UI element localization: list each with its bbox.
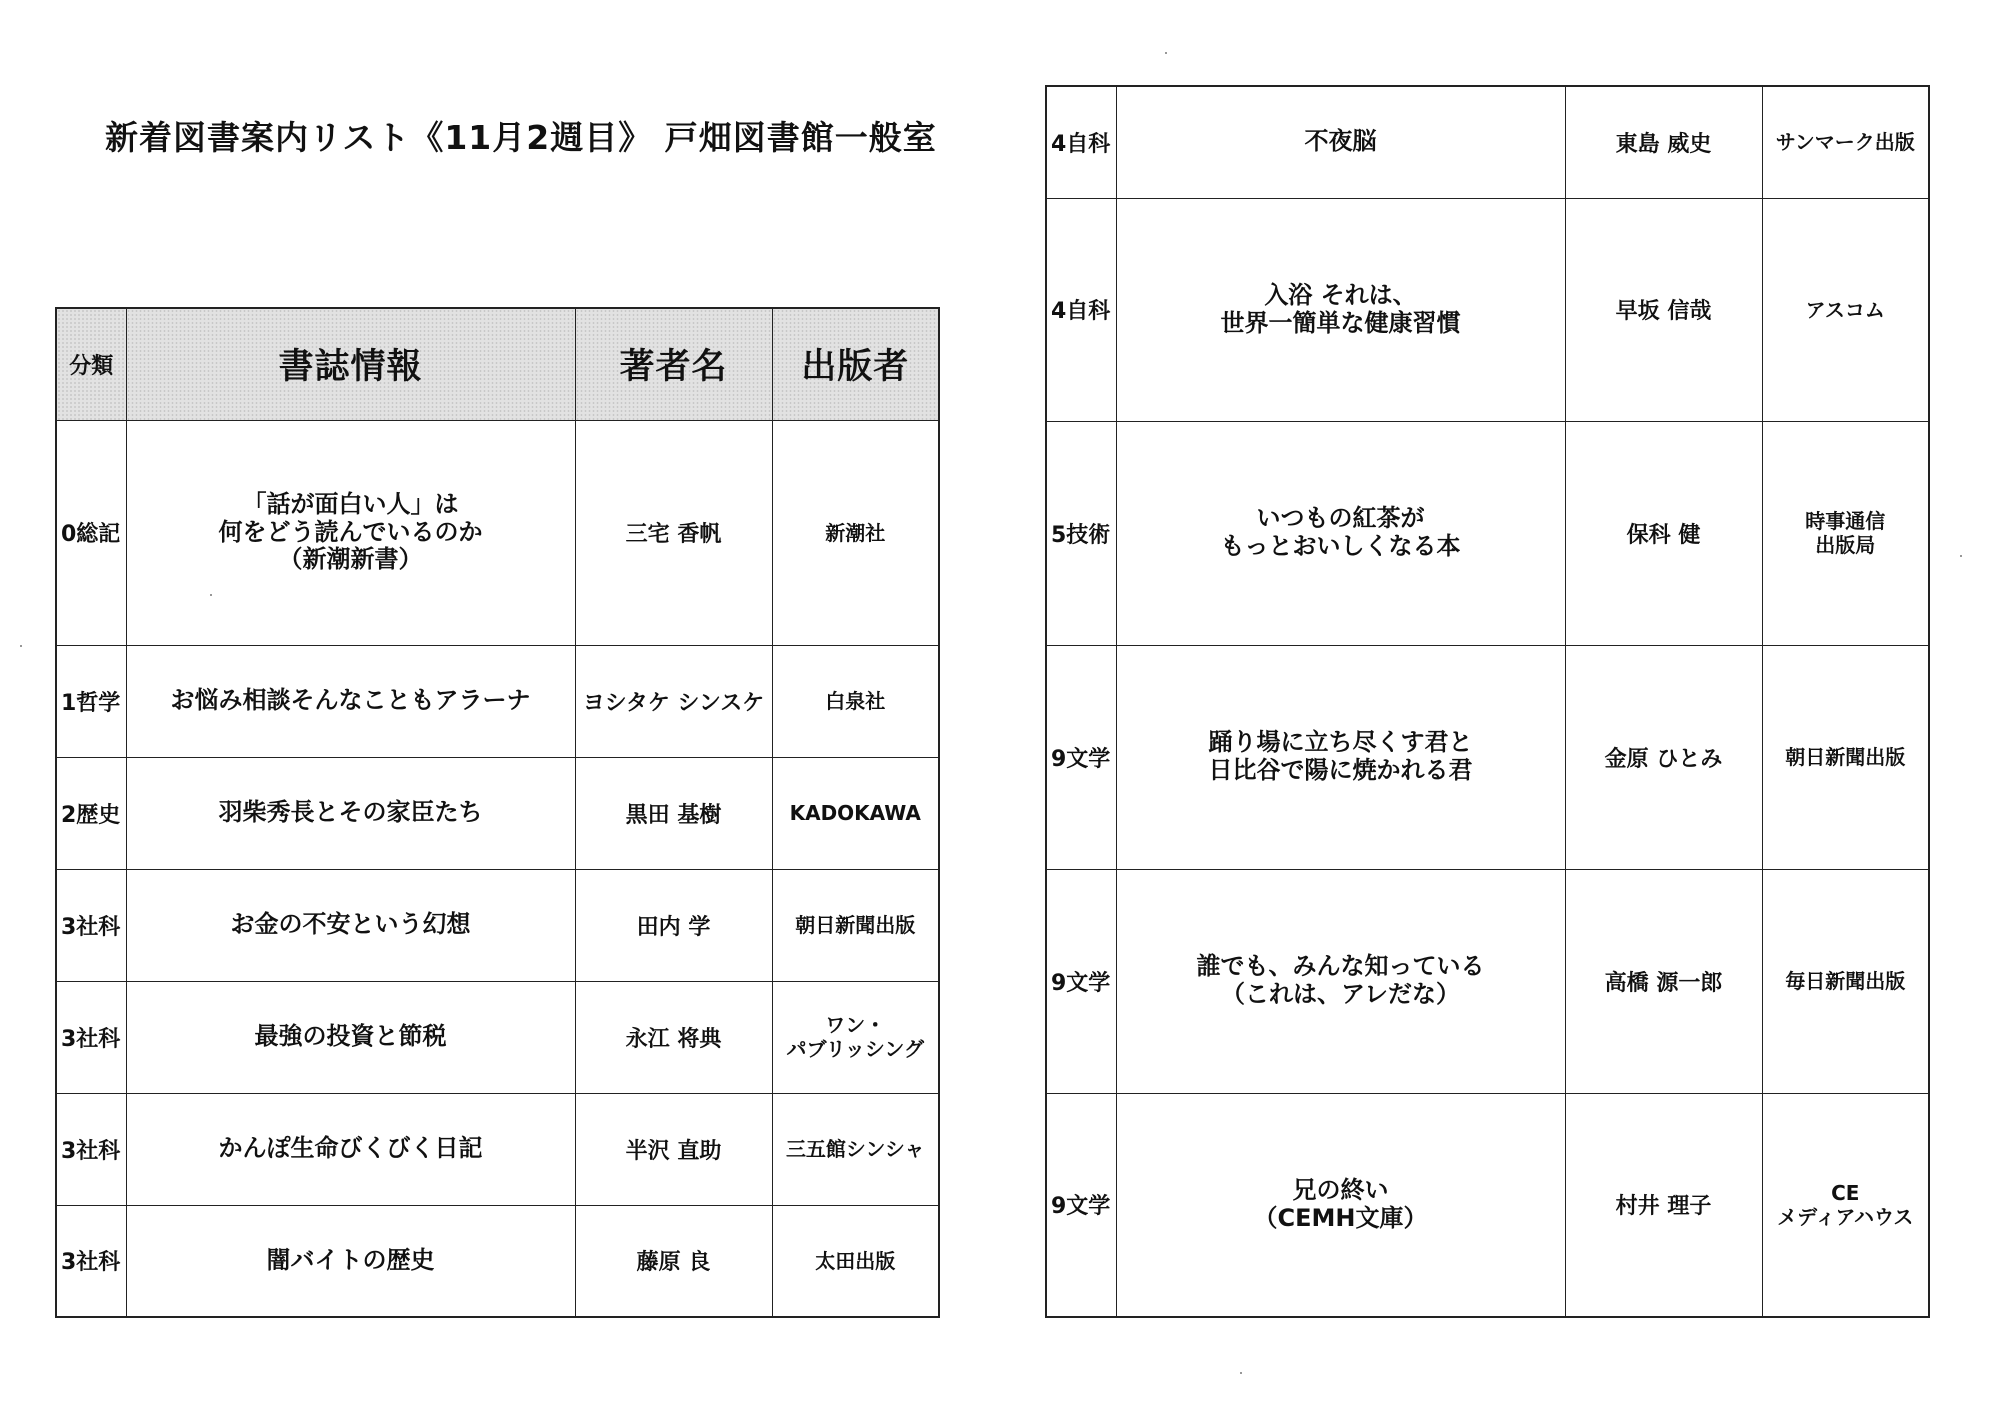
- header-publisher: 出版者: [772, 308, 939, 420]
- book-title-cell: 羽柴秀長とその家臣たち: [126, 757, 575, 869]
- book-title-cell: 不夜脳: [1116, 86, 1565, 198]
- book-title-cell: 入浴 それは、 世界一簡単な健康習慣: [1116, 198, 1565, 421]
- table-row: [56, 1205, 939, 1317]
- book-title-cell: 闇バイトの歴史: [126, 1205, 575, 1317]
- scan-speck: [1240, 1372, 1242, 1374]
- category-cell: 4自科: [1046, 198, 1116, 421]
- table-row: [1046, 645, 1929, 869]
- book-title-cell: 踊り場に立ち尽くす君と 日比谷で陽に焼かれる君: [1116, 645, 1565, 869]
- category-cell: 3社科: [56, 869, 126, 981]
- table-row: [56, 981, 939, 1093]
- category-cell: 5技術: [1046, 421, 1116, 645]
- category-cell: 0総記: [56, 420, 126, 645]
- publisher-cell: サンマーク出版: [1762, 86, 1929, 198]
- book-title-cell: 誰でも、みんな知っている （これは、アレだな）: [1116, 869, 1565, 1093]
- publisher-cell: 新潮社: [772, 420, 939, 645]
- header-category: 分類: [56, 308, 126, 420]
- header-book-info: 書誌情報: [126, 308, 575, 420]
- publisher-cell: アスコム: [1762, 198, 1929, 421]
- scan-speck: [210, 594, 212, 596]
- book-title-cell: 「話が面白い人」は 何をどう読んでいるのか （新潮新書）: [126, 420, 575, 645]
- publisher-cell: 白泉社: [772, 645, 939, 757]
- table-row: [1046, 421, 1929, 645]
- book-title-cell: 最強の投資と節税: [126, 981, 575, 1093]
- author-cell: 三宅 香帆: [575, 420, 772, 645]
- author-cell: 早坂 信哉: [1565, 198, 1762, 421]
- book-list-table-right: [1045, 85, 1930, 1318]
- author-cell: 村井 理子: [1565, 1093, 1762, 1317]
- table-row: [1046, 86, 1929, 198]
- book-title-cell: お悩み相談そんなこともアラーナ: [126, 645, 575, 757]
- scan-speck: [1165, 52, 1167, 54]
- publisher-cell: 時事通信 出版局: [1762, 421, 1929, 645]
- publisher-cell: ワン・ パブリッシング: [772, 981, 939, 1093]
- book-title-cell: かんぽ生命びくびく日記: [126, 1093, 575, 1205]
- publisher-cell: 朝日新聞出版: [772, 869, 939, 981]
- book-list-table-left: [55, 307, 940, 1318]
- header-author: 著者名: [575, 308, 772, 420]
- author-cell: 金原 ひとみ: [1565, 645, 1762, 869]
- author-cell: 東島 威史: [1565, 86, 1762, 198]
- publisher-cell: 三五館シンシャ: [772, 1093, 939, 1205]
- book-title-cell: お金の不安という幻想: [126, 869, 575, 981]
- category-cell: 3社科: [56, 1205, 126, 1317]
- author-cell: 永江 将典: [575, 981, 772, 1093]
- category-cell: 9文学: [1046, 1093, 1116, 1317]
- table-row: [1046, 198, 1929, 421]
- table-row: [1046, 869, 1929, 1093]
- author-cell: 藤原 良: [575, 1205, 772, 1317]
- book-title-cell: 兄の終い （CEMH文庫）: [1116, 1093, 1565, 1317]
- publisher-cell: 毎日新聞出版: [1762, 869, 1929, 1093]
- author-cell: 黒田 基樹: [575, 757, 772, 869]
- publisher-cell: 太田出版: [772, 1205, 939, 1317]
- publisher-cell: CE メディアハウス: [1762, 1093, 1929, 1317]
- category-cell: 4自科: [1046, 86, 1116, 198]
- scan-speck: [1960, 555, 1962, 557]
- author-cell: 高橋 源一郎: [1565, 869, 1762, 1093]
- document-title: 新着図書案内リスト《11月2週目》 戸畑図書館一般室: [105, 118, 937, 157]
- table-header-row: [56, 308, 939, 420]
- book-title-cell: いつもの紅茶が もっとおいしくなる本: [1116, 421, 1565, 645]
- author-cell: ヨシタケ シンスケ: [575, 645, 772, 757]
- scan-speck: [20, 645, 22, 647]
- category-cell: 9文学: [1046, 645, 1116, 869]
- table-row: [56, 869, 939, 981]
- category-cell: 3社科: [56, 1093, 126, 1205]
- publisher-cell: KADOKAWA: [772, 757, 939, 869]
- author-cell: 半沢 直助: [575, 1093, 772, 1205]
- table-row: [56, 645, 939, 757]
- category-cell: 2歴史: [56, 757, 126, 869]
- table-row: [1046, 1093, 1929, 1317]
- table-row: [56, 1093, 939, 1205]
- category-cell: 9文学: [1046, 869, 1116, 1093]
- publisher-cell: 朝日新聞出版: [1762, 645, 1929, 869]
- table-row: [56, 420, 939, 645]
- table-row: [56, 757, 939, 869]
- category-cell: 3社科: [56, 981, 126, 1093]
- author-cell: 保科 健: [1565, 421, 1762, 645]
- category-cell: 1哲学: [56, 645, 126, 757]
- author-cell: 田内 学: [575, 869, 772, 981]
